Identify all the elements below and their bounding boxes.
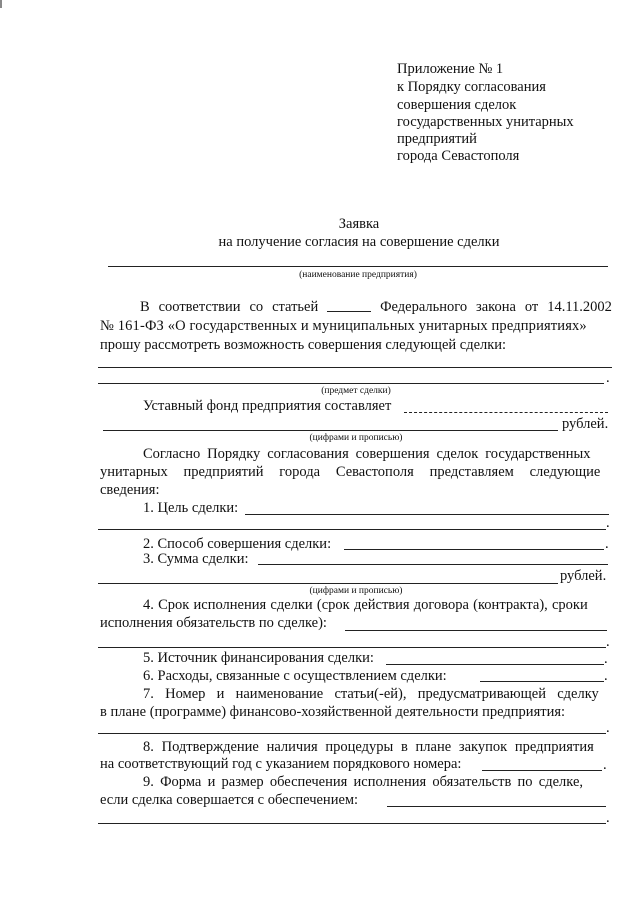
item-9-line-b[interactable] [98,823,606,824]
item-1-label: 1. Цель сделки: [143,500,239,516]
deal-subject-line-1[interactable] [98,367,612,368]
item-8-period: . [603,757,607,773]
item-7-line-1: 7. Номер и наименование статьи(-ей), предусматривающей сделку [143,686,599,702]
item-5-period: . [604,651,608,667]
item-6-period: . [604,668,608,684]
deal-subject-period: . [606,370,610,386]
charter-capital-caption: (цифрами и прописью) [309,433,403,443]
item-7-line[interactable] [98,733,606,734]
appendix-line-5: предприятий [397,131,477,147]
item-3-caption: (цифрами и прописью) [309,586,403,596]
item-4-period: . [606,634,610,650]
appendix-number: Приложение № 1 [397,61,504,77]
appendix-line-3: совершения сделок [397,97,517,113]
item-9-line-a[interactable] [387,806,606,807]
enterprise-name-line[interactable] [108,266,608,267]
charter-capital-suffix: рублей. [562,416,609,432]
item-2-period: . [605,536,609,552]
info-line-2: унитарных предприятий города Севастополя представляем следующие [100,464,601,480]
item-4-line-1: 4. Срок исполнения сделки (срок действия договора (контракта), сроки [143,597,588,613]
item-9-period: . [606,810,610,826]
item-8-line-2: на соответствующий год с указанием порядкового номера: [100,756,462,772]
charter-capital-line-1[interactable] [404,412,608,413]
appendix-line-6: города Севастополя [397,148,520,164]
enterprise-name-caption: (наименование предприятия) [299,270,417,280]
item-3-label: 3. Сумма сделки: [143,551,249,567]
item-2-line[interactable] [344,549,604,550]
info-line-3: сведения: [100,482,160,498]
item-1-line-1[interactable] [245,514,609,515]
item-8-line-1: 8. Подтверждение наличия процедуры в плане закупок предприятия [143,739,594,755]
item-2-label: 2. Способ совершения сделки: [143,536,332,552]
item-6-line[interactable] [480,681,604,682]
item-7-line-2: в плане (программе) финансово-хозяйственной деятельности предприятия: [100,704,566,720]
deal-subject-caption: (предмет сделки) [321,386,391,396]
item-9-line-1: 9. Форма и размер обеспечения исполнения обязательств по сделке, [143,774,584,790]
intro-line-3: прошу рассмотреть возможность совершения следующей сделки: [100,337,507,353]
item-4-line-2: исполнения обязательств по сделке): [100,615,327,631]
item-3-line-1[interactable] [258,564,608,565]
item-1-period: . [606,515,610,531]
item-4-line-b[interactable] [98,647,606,648]
item-5-label: 5. Источник финансирования сделки: [143,650,374,666]
item-1-line-2[interactable] [98,529,606,530]
item-8-line[interactable] [482,770,602,771]
scan-corner-mark [0,0,2,8]
appendix-line-2: к Порядку согласования [397,79,546,95]
info-line-1: Согласно Порядку согласования совершения сделок государственных [143,446,591,462]
appendix-line-4: государственных унитарных [397,114,574,130]
item-7-period: . [606,720,610,736]
deal-subject-line-2[interactable] [98,383,604,384]
item-4-line-a[interactable] [345,630,607,631]
intro-line-1: В соответствии со статьей Федерального закона от 14.11.2002 [140,299,612,315]
document-title: Заявка [338,216,380,232]
item-3-line-2[interactable] [98,583,558,584]
item-3-suffix: рублей. [560,568,607,584]
intro-line-2: № 161-ФЗ «О государственных и муниципальных унитарных предприятиях» [100,318,587,334]
item-6-label: 6. Расходы, связанные с осуществлением сделки: [143,668,447,684]
item-5-line[interactable] [386,664,604,665]
item-9-line-2: если сделка совершается с обеспечением: [100,792,359,808]
article-number-field[interactable] [327,299,371,312]
charter-capital-line-2[interactable] [103,430,558,431]
charter-capital-label: Уставный фонд предприятия составляет [143,398,392,414]
document-subtitle: на получение согласия на совершение сделки [218,234,500,250]
